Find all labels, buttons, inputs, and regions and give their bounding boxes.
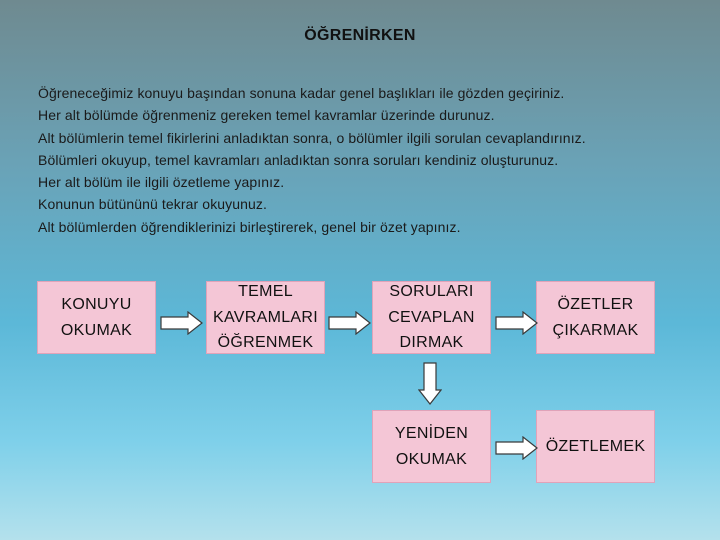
page-title: ÖĞRENİRKEN <box>304 27 416 44</box>
step-label: YENİDEN OKUMAK <box>394 425 469 468</box>
instruction-line: Alt bölümlerden öğrendiklerinizi birleştirerek, genel bir özet yapınız. <box>38 218 461 235</box>
right-arrow-icon <box>328 311 372 335</box>
step-ozetlemek <box>536 410 655 483</box>
step-ozetler <box>536 281 655 354</box>
instruction-line: Her alt bölüm ile ilgili özetleme yapınız. <box>38 174 285 191</box>
step-label: TEMEL KAVRAMLARI ÖĞRENMEK <box>213 283 318 352</box>
step-sorulari <box>372 281 491 354</box>
step-yeniden-okumak <box>372 410 491 483</box>
instruction-line: Her alt bölümde öğrenmeniz gereken temel kavramlar üzerinde durunuz. <box>38 107 495 124</box>
instruction-line: Alt bölümlerin temel fikirlerini anladıktan sonra, o bölümler ilgili sorulan cevaplandırınız. <box>38 129 586 146</box>
right-arrow-icon <box>160 311 204 335</box>
instruction-line: Bölümleri okuyup, temel kavramları anladıktan sonra soruları kendiniz oluşturunuz. <box>38 151 559 168</box>
step-temel-kavramlari <box>206 281 325 354</box>
right-arrow-icon <box>495 436 539 460</box>
step-label: SORULARI CEVAPLAN DIRMAK <box>388 283 475 352</box>
instructions-list <box>38 82 698 238</box>
step-label: ÖZETLER ÇIKARMAK <box>552 296 639 339</box>
instruction-line: Öğreneceğimiz konuyu başından sonuna kadar genel başlıkları ile gözden geçiriniz. <box>38 85 565 101</box>
down-arrow-icon <box>418 362 442 406</box>
step-label: ÖZETLEMEK <box>545 437 646 455</box>
step-label: KONUYU OKUMAK <box>60 296 133 339</box>
instruction-line: Konunun bütününü tekrar okuyunuz. <box>38 196 268 213</box>
step-konuyu-okumak <box>37 281 156 354</box>
right-arrow-icon <box>495 311 539 335</box>
